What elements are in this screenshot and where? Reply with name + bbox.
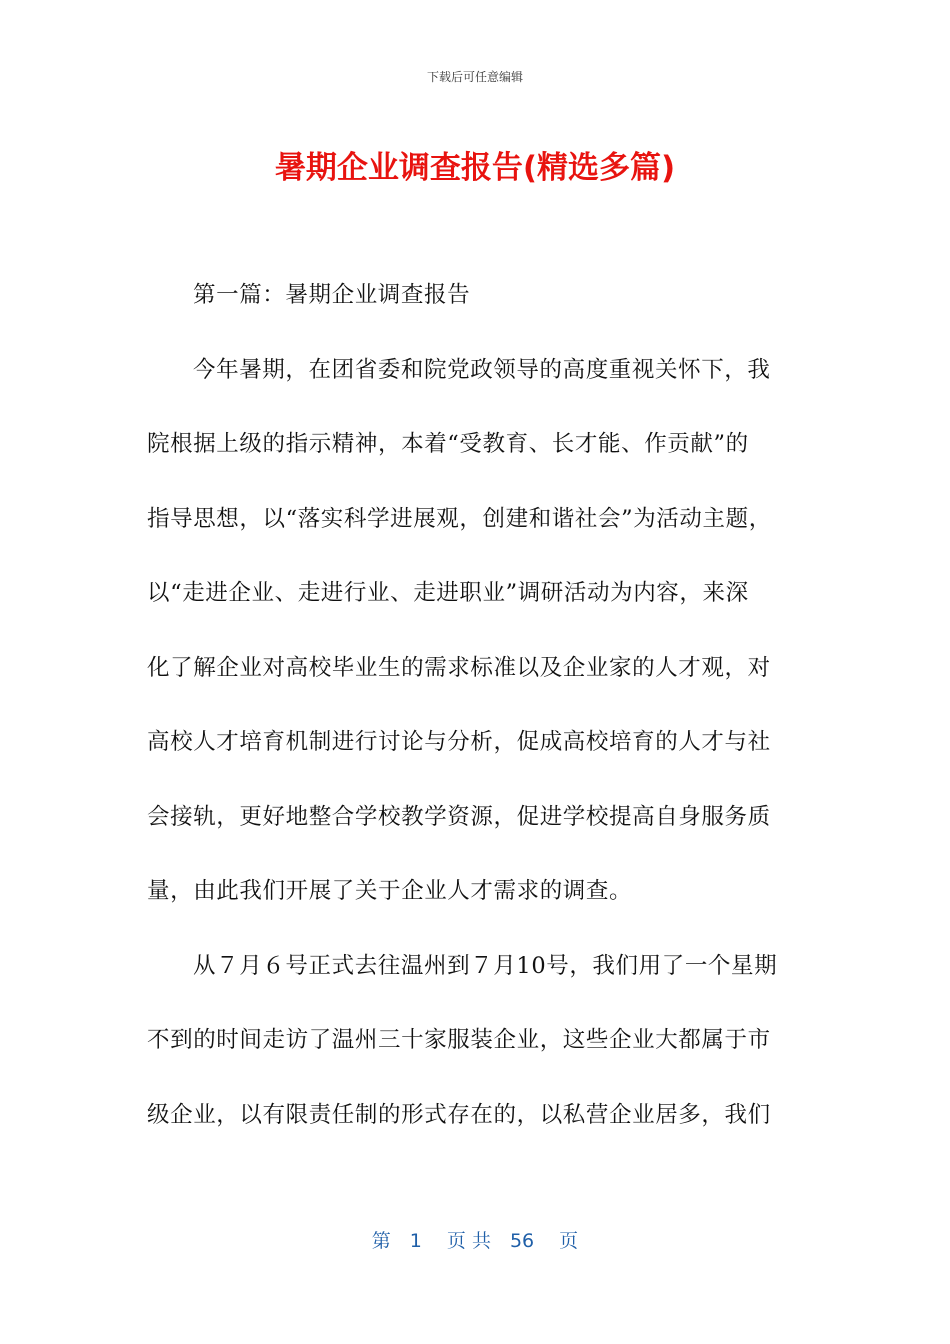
paragraph-line: 今年暑期，在团省委和院党政领导的高度重视关怀下，我 bbox=[193, 356, 771, 383]
paragraph-line: 量，由此我们开展了关于企业人才需求的调查。 bbox=[147, 878, 633, 904]
paragraph-line: 化了解企业对高校毕业生的需求标准以及企业家的人才观，对 bbox=[147, 654, 771, 681]
paragraph-line: 院根据上级的指示精神，本着“受教育、长才能、作贡献”的 bbox=[147, 431, 749, 457]
paragraph-line: 以“走进企业、走进行业、走进职业”调研活动为内容，来深 bbox=[147, 580, 749, 606]
page-footer: 第 1 页 共 56 页 bbox=[371, 1230, 579, 1252]
paragraph-line: 级企业，以有限责任制的形式存在的，以私营企业居多，我们 bbox=[147, 1101, 771, 1128]
section-heading: 第一篇：暑期企业调查报告 bbox=[193, 282, 471, 308]
document-body bbox=[147, 275, 797, 1169]
paragraph-line: 指导思想，以“落实科学进展观，创建和谐社会”为活动主题， bbox=[147, 505, 772, 532]
document-title: 暑期企业调查报告(精选多篇) bbox=[274, 150, 676, 186]
paragraph-line: 从７月６号正式去往温州到７月10号，我们用了一个星期 bbox=[193, 952, 778, 979]
paragraph-line: 不到的时间走访了温州三十家服装企业，这些企业大都属于市 bbox=[147, 1027, 771, 1053]
paragraph-line: 会接轨，更好地整合学校教学资源，促进学校提高自身服务质 bbox=[147, 803, 771, 830]
paragraph-line: 高校人才培育机制进行讨论与分析，促成高校培育的人才与社 bbox=[147, 729, 771, 755]
header-note: 下载后可任意编辑 bbox=[426, 70, 523, 84]
